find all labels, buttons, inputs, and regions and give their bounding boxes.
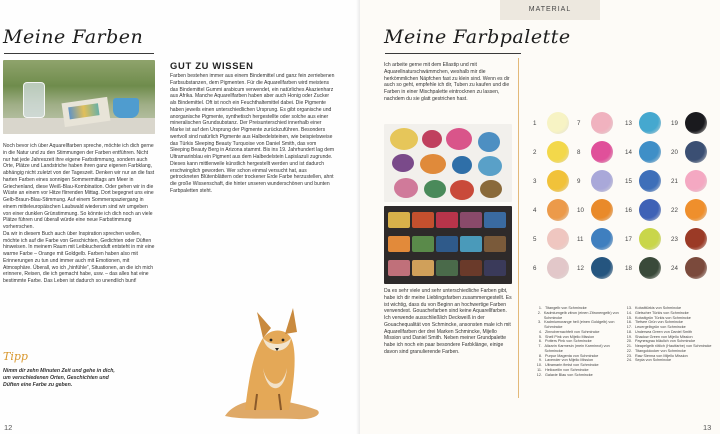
legend-number: 13. bbox=[626, 306, 632, 310]
legend-number: 3. bbox=[538, 320, 542, 325]
color-swatch bbox=[671, 112, 707, 134]
legend-text: Alizarin Karmesin (mein Karminrot) von Schmincke bbox=[544, 344, 610, 353]
color-swatch-grid bbox=[533, 112, 713, 286]
swatch-number: 22 bbox=[671, 206, 678, 214]
column-divider bbox=[518, 58, 519, 398]
tip-label: Tipp bbox=[3, 350, 28, 363]
swatch-dot bbox=[685, 112, 707, 134]
legend-number: 10. bbox=[536, 363, 542, 367]
swatch-dot bbox=[547, 257, 569, 279]
legend-number: 12. bbox=[536, 372, 542, 377]
legend-text: Kadmiumgelb zitron (einen Zitronengelb) von Schmincke bbox=[543, 310, 619, 320]
swatch-dot bbox=[547, 228, 569, 250]
mixing-palette-photo bbox=[384, 124, 512, 202]
legend-entry bbox=[535, 311, 623, 321]
legend-number: 7. bbox=[538, 344, 542, 348]
swatch-number: 3 bbox=[533, 177, 537, 185]
swatch-dot bbox=[547, 199, 569, 221]
page-title: Meine Farben bbox=[3, 26, 144, 48]
legend-number: 23. bbox=[626, 353, 632, 358]
swatch-dot bbox=[591, 199, 613, 221]
color-swatch bbox=[533, 228, 569, 250]
swatch-number: 8 bbox=[577, 148, 581, 156]
legend-entry bbox=[535, 344, 623, 354]
swatch-number: 11 bbox=[577, 235, 584, 243]
swatch-dot bbox=[547, 141, 569, 163]
legend-text: Purpur Magenta von Schmincke bbox=[545, 353, 599, 358]
legend-number: 16. bbox=[626, 320, 632, 325]
legend-text: Tiefsee Grün von Schmincke bbox=[635, 320, 684, 325]
color-swatch bbox=[671, 228, 707, 250]
title-underline-right bbox=[385, 53, 521, 54]
legend-entry bbox=[625, 358, 713, 363]
section-body: Farben bestehen immer aus einem Bindemittel und ganz fein zerriebenen Farbsubstanzen, dem Pigmenten. Für die Aquarellfarben wird meistens das Bindemittel Gummi arabicum verwendet, ein natürliches Akazienharz aus Afrika. Manche Aquarellfarben haben aber auch Honig oder Zucker als Bindemittel. Oft ist noch ein Feuchthaltemittel dabei. Die Pigmente haben jeweils einen unterschiedlichen Ursprung. Es gibt organische und anorganische Pigmente, synthetisch hergestellte oder solche aus einer mineralischen Grundsubstanz. Der Preisunterschied innerhalb einer Marke ist auf den Ursprung der Pigmente zurückzuführen. Besonders wertvoll sind natürlich Pigmente aus Halbedelsteinen, wie beispielsweise das Türkis Sleeping Beauty Turquoise von Daniel Smith, das vom Sleeping Beauty Berg in Arizona stammt. Bis ins 19. Jahrhundert lag dem Ultramarinblau ein Pigment aus dem Halbedelstein Lapislazuli zugrunde. Dieses kann mittlerweile künstlich hergestellt werden und ist dadurch erschwinglich geworden. Wer schon einmal versucht hat, aus getrockneten Blütenblättern oder trockener Erde Farbe herzustellen, ahnt die große Wissenschaft, die hinter unseren wunderschönen und bunten Farbpaletten steht. bbox=[170, 73, 335, 194]
swatch-number: 20 bbox=[671, 148, 678, 156]
swatch-dot bbox=[639, 199, 661, 221]
color-swatch bbox=[533, 112, 569, 134]
swatch-number: 6 bbox=[533, 264, 537, 272]
swatch-number: 15 bbox=[625, 177, 632, 185]
legend-text: Leuergelbgrün von Schmincke bbox=[635, 325, 686, 329]
color-swatch bbox=[625, 141, 661, 163]
legend-column-right bbox=[625, 306, 713, 363]
swatch-number: 18 bbox=[625, 264, 632, 272]
swatch-dot bbox=[685, 199, 707, 221]
legend-text: Sepia von Schmincke bbox=[635, 358, 672, 363]
color-swatch bbox=[671, 257, 707, 279]
legend-number: 5. bbox=[538, 334, 542, 339]
photo-water-jar bbox=[23, 82, 45, 118]
legend-text: Helioceilin von Schmincke bbox=[545, 367, 589, 372]
swatch-number: 5 bbox=[533, 235, 537, 243]
color-swatch bbox=[577, 141, 613, 163]
legend-text: Potters Pink von Schmincke bbox=[545, 339, 592, 344]
legend-text: Lavender von Mijello Mission bbox=[545, 358, 594, 363]
color-swatch bbox=[625, 112, 661, 134]
fox-illustration bbox=[205, 298, 335, 422]
legend-text: Neapelgelb rötlich (Hautfarbe) von Schmincke bbox=[635, 344, 712, 348]
swatch-dot bbox=[639, 257, 661, 279]
page-number-right: 13 bbox=[703, 423, 712, 432]
page-number-left: 12 bbox=[4, 423, 13, 432]
swatch-number: 12 bbox=[577, 264, 584, 272]
legend-number: 2. bbox=[537, 310, 541, 315]
legend-number: 11. bbox=[537, 367, 542, 372]
swatch-dot bbox=[685, 257, 707, 279]
section-heading: GUT ZU WISSEN bbox=[170, 60, 254, 71]
legend-number: 4. bbox=[538, 329, 542, 334]
color-swatch bbox=[671, 141, 707, 163]
legend-entry bbox=[535, 320, 623, 330]
legend-text: Kobaltgrün Türkis von Schmincke bbox=[635, 315, 691, 320]
legend-text: Undersea Green von Daniel Smith bbox=[635, 329, 693, 334]
legend-number: 6. bbox=[538, 339, 542, 344]
color-swatch bbox=[577, 170, 613, 192]
legend-text: Kadmiumorange hell (einen Goldgelb) von Schmincke bbox=[544, 320, 615, 329]
swatch-dot bbox=[547, 170, 569, 192]
color-swatch bbox=[625, 170, 661, 192]
legend-column-left bbox=[535, 306, 623, 377]
legend-number: 20. bbox=[626, 339, 632, 344]
legend-number: 22. bbox=[626, 348, 632, 353]
color-swatch bbox=[577, 112, 613, 134]
section-tab: MATERIAL bbox=[500, 0, 600, 20]
swatch-number: 24 bbox=[671, 264, 678, 272]
legend-text: Raw Sienna von Mijello Mission bbox=[635, 353, 688, 358]
color-swatch bbox=[625, 199, 661, 221]
color-swatch bbox=[625, 257, 661, 279]
intro-text: Ich arbeite gerne mit dem Ellastip und mit Aquarellnaturschwämmchen, weshalb mir die herkömmlichen Näpfchen fast zu klein sind. Wenn es dir auch so geht, empfehle ich dir, Tuben zu kaufen und die Farben in einer Mischpalette eintrocknen zu lassen, nachdem du sie glatt gestrichen hast. bbox=[384, 62, 510, 102]
color-swatch bbox=[533, 199, 569, 221]
swatch-number: 19 bbox=[671, 119, 678, 127]
swatch-number: 9 bbox=[577, 177, 581, 185]
paint-tin-photo bbox=[384, 206, 512, 284]
legend-number: 21. bbox=[626, 344, 632, 348]
legend-text: Shadow Green von Mijello Mission bbox=[635, 334, 693, 339]
swatch-number: 1 bbox=[533, 119, 537, 127]
swatch-number: 16 bbox=[625, 206, 632, 214]
title-underline bbox=[4, 53, 154, 54]
legend-text: Titangelb von Schmincke bbox=[545, 306, 587, 310]
legend-text: Ultramarin fimist von Schmincke bbox=[545, 363, 599, 367]
color-swatch bbox=[671, 199, 707, 221]
legend-number: 24. bbox=[626, 358, 632, 363]
swatch-number: 7 bbox=[577, 119, 581, 127]
legend-text: Shell Pink von Mijello Mission bbox=[545, 334, 595, 339]
swatch-number: 14 bbox=[625, 148, 632, 156]
swatch-dot bbox=[591, 170, 613, 192]
color-swatch bbox=[577, 257, 613, 279]
swatch-dot bbox=[591, 141, 613, 163]
legend-text: Zinnobernachfelt von Schmincke bbox=[545, 329, 600, 334]
color-swatch bbox=[533, 257, 569, 279]
swatch-dot bbox=[591, 257, 613, 279]
legend-text: Titangoldocker von Schmincke bbox=[635, 348, 686, 353]
swatch-number: 4 bbox=[533, 206, 537, 214]
body-paragraph: Da wir in diesem Buch auch über Inspiration sprechen wollen, möchte ich auf die Farbe von Geschichten, Gedichten oder Düften hinweisen. In meinem Raum mit Leibkuchenduft entsteht in mir eine warme Farbe – Orange mit Goldgelb. Farben haben also mit Erinnerungen zu tun und immer auch mit Emotionen, mit Atmosphäre. Überall, wo ich „hinfühle“, Situationen, an die ich mich erinnere, Reisen, die ich gemacht habe, usw. – das alles hat eine bestimmte Farbe. Das Leben ist dadurch so unendlich bunt! bbox=[3, 230, 155, 284]
palette-body-text: Da es sehr viele und sehr unterschiedliche Farben gibt, habe ich dir meine Lieblingsfarben zusammengestellt. Es ist wichtig, dass du von Beginn an hochwertige Farben verwendest. Gouachefarben sind keine Aquarellfarben. Ich verwende ausschließlich Deckweiß in der Gouachequalität von Schmincke, ansonsten male ich mit Aquarellfarben der drei Marken Schmincke, Mijello Mission und Daniel Smith. Neben meiner Grundpalette habe ich noch ein paar besondere Farbklänge, einige davon sind granulierende Farben. bbox=[384, 288, 512, 355]
legend-number: 19. bbox=[626, 334, 632, 339]
legend-number: 15. bbox=[626, 315, 632, 320]
legend-text: Galaxie Blau von Schmincke bbox=[545, 372, 593, 377]
swatch-number: 21 bbox=[671, 177, 678, 185]
swatch-dot bbox=[685, 228, 707, 250]
photo-blue-mug bbox=[113, 98, 139, 118]
legend-text: Kobalttürkis von Schmincke bbox=[635, 306, 682, 310]
painting-table-photo bbox=[3, 60, 155, 134]
swatch-number: 2 bbox=[533, 148, 537, 156]
legend-text: Paynesgrau bläulich von Schmincke bbox=[635, 339, 696, 344]
legend-number: 1. bbox=[538, 306, 542, 310]
swatch-dot bbox=[639, 141, 661, 163]
color-swatch bbox=[533, 170, 569, 192]
swatch-dot bbox=[685, 141, 707, 163]
swatch-dot bbox=[591, 228, 613, 250]
color-swatch bbox=[671, 170, 707, 192]
swatch-dot bbox=[591, 112, 613, 134]
legend-number: 9. bbox=[538, 358, 542, 363]
swatch-dot bbox=[639, 228, 661, 250]
body-paragraph: Noch bevor ich über Aquarellfarben spreche, möchte ich dich gerne in die Natur und zu den Stimmungen der Farben entführen. Nicht nur hat jede Jahreszeit ihre eigene Farbstimmung, sondern auch Orte, Plätze und Landstriche haben ihren ganz eigenen Farbklang, abhängig nicht zuletzt von der Tageszeit. Denken wir nur an die fast harten Farben eines sonnigen Sommermittags am Meer in Griechenland, diese Weiß-Blau-Kombination. Oder gehen wir in die Wüste an einem vor Hitze flirrenden Mittag. Dort begegnet uns eine Gelb-Braun-Blau-Stimmung. Auf einem Sommerspaziergang in einem mitteleuropäischen Laubwald wiederum sind wir umgeben von einer dunklen Grünstimmung. So könnte ich dich noch an viele Plätze führen und überall würde eine neue Farbstimmung vorherrschen. bbox=[3, 143, 155, 230]
swatch-dot bbox=[639, 112, 661, 134]
page-title-right: Meine Farbpalette bbox=[384, 26, 571, 48]
legend-number: 14. bbox=[626, 310, 632, 315]
swatch-dot bbox=[547, 112, 569, 134]
color-swatch bbox=[577, 228, 613, 250]
swatch-number: 13 bbox=[625, 119, 632, 127]
tip-text: Nimm dir zehn Minuten Zeit und gehe in dich, um verschiedenen Orten, Geschichten und Düften eine Farbe zu geben. bbox=[3, 368, 115, 388]
swatch-dot bbox=[639, 170, 661, 192]
legend-entry bbox=[535, 373, 623, 378]
swatch-number: 23 bbox=[671, 235, 678, 243]
color-swatch bbox=[625, 228, 661, 250]
legend-number: 8. bbox=[538, 353, 542, 358]
left-body-text bbox=[3, 143, 155, 285]
legend-number: 18. bbox=[626, 329, 632, 334]
legend-text: Gletscher Türkis von Schmincke bbox=[635, 310, 689, 315]
legend-number: 17. bbox=[626, 325, 632, 329]
color-swatch bbox=[533, 141, 569, 163]
swatch-number: 17 bbox=[625, 235, 632, 243]
swatch-number: 10 bbox=[577, 206, 584, 214]
swatch-dot bbox=[685, 170, 707, 192]
color-swatch bbox=[577, 199, 613, 221]
